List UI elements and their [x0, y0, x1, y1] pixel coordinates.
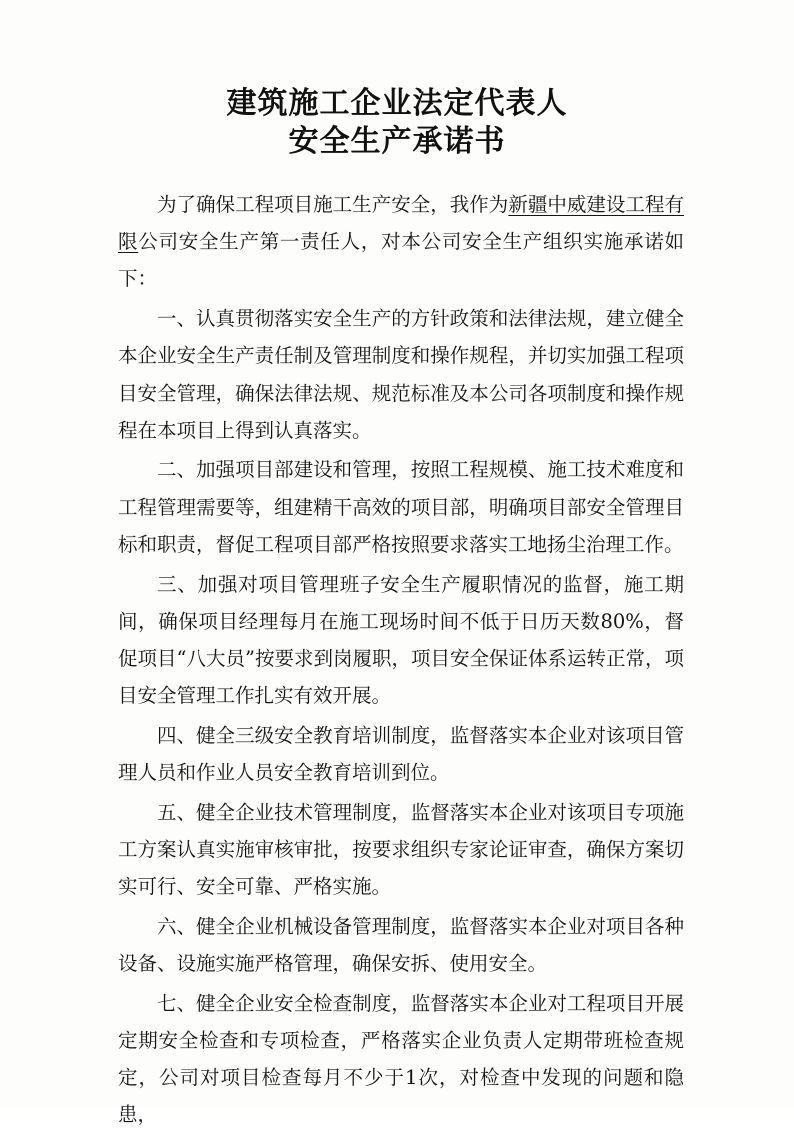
document-title-line-2: 安全生产承诺书: [288, 124, 506, 159]
document-title-line-1: 建筑施工企业法定代表人: [226, 86, 568, 121]
commitment-item-2: 二、加强项目部建设和管理，按照工程规模、施工技术难度和工程管理需要等，组建精干高效的项目部，明确项目部安全管理目标和职责，督促工程项目部严格按照要求落实工地扬尘治理工作。: [118, 458, 684, 556]
company-name: 新疆中威建设工程有限: [118, 193, 684, 254]
intro-prefix: 为了确保工程项目施工生产安全，我作为: [157, 193, 509, 216]
commitment-item-7: 七、健全企业安全检查制度，监督落实本企业对工程项目开展定期安全检查和专项检查，严格落实企业负责人定期带班检查规定，公司对项目检查每月不少于1次，对检查中发现的问题和隐患，: [118, 991, 684, 1127]
document-body: [118, 186, 684, 1136]
intro-suffix: 公司安全生产第一责任人，对本公司安全生产组织实施承诺如下：: [118, 230, 684, 291]
commitment-item-1: 一、认真贯彻落实安全生产的方针政策和法律法规，建立健全本企业安全生产责任制及管理制度和操作规程，并切实加强工程项目安全管理，确保法律法规、规范标准及本公司各项制度和操作规程在本项目上得到认真落实。: [118, 307, 684, 442]
commitment-item-4: 四、健全三级安全教育培训制度，监督落实本企业对该项目管理人员和作业人员安全教育培训到位。: [118, 723, 684, 785]
intro-paragraph: [118, 186, 684, 298]
commitment-item-6: 六、健全企业机械设备管理制度，监督落实本企业对项目各种设备、设施实施严格管理，确保安拆、使用安全。: [118, 914, 684, 976]
commitment-item-5: 五、健全企业技术管理制度，监督落实本企业对该项目专项施工方案认真实施审核审批，按要求组织专家论证审查，确保方案切实可行、安全可靠、严格实施。: [118, 800, 684, 899]
commitment-item-3: 三、加强对项目管理班子安全生产履职情况的监督，施工期间，确保项目经理每月在施工现场时间不低于日历天数80%，督促项目“八大员”按要求到岗履职，项目安全保证体系运转正常，项目安全管理工作扎实有效开展。: [118, 572, 684, 708]
